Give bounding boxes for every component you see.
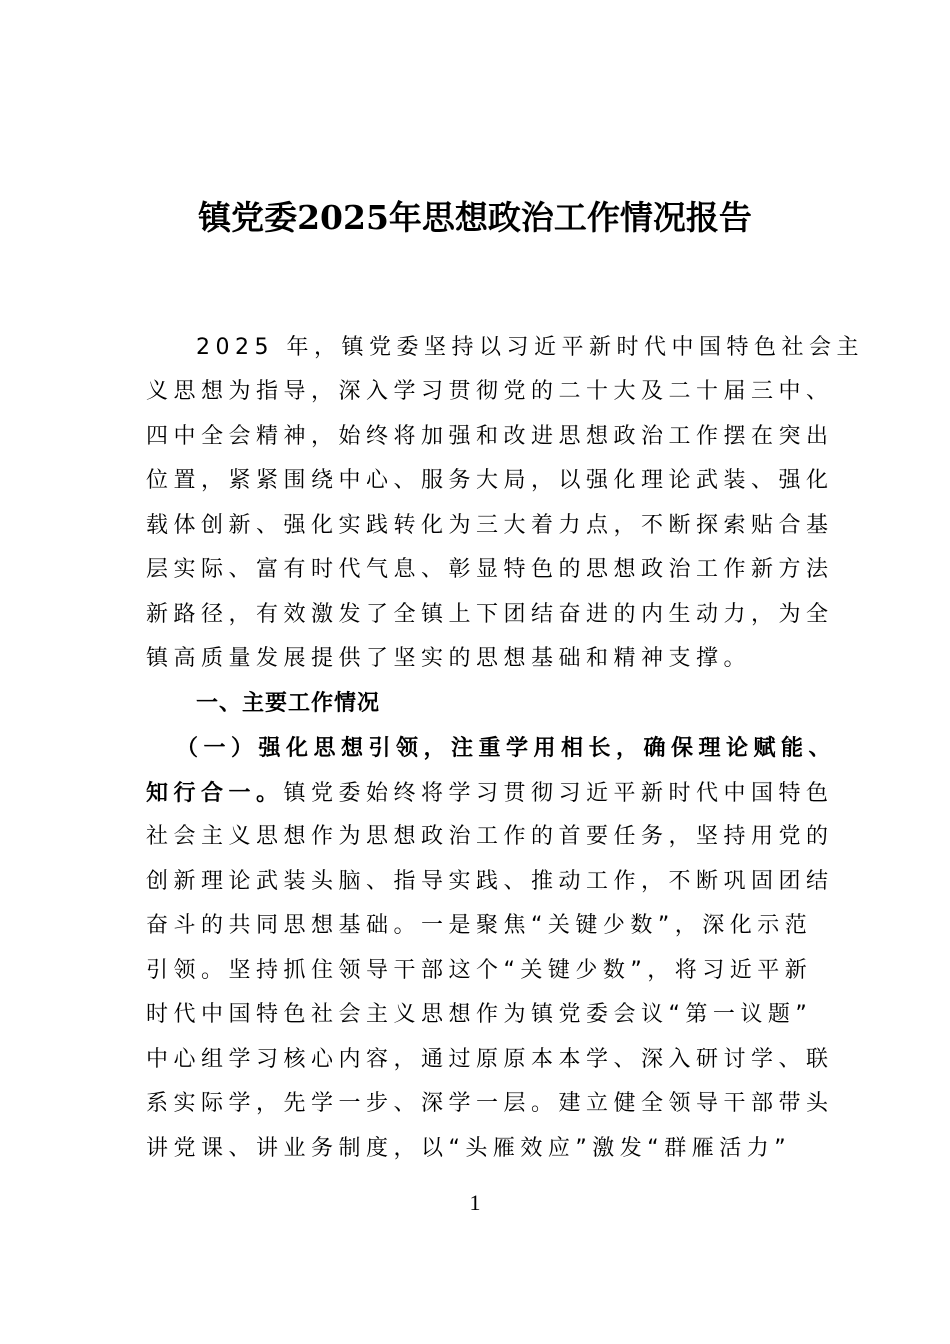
subsection-heading-line: （一）强化思想引领，注重学用相长，确保理论赋能、 [176,735,837,761]
section-heading-main-work: 一、主要工作情况 [196,691,381,716]
subsection-first-line-text: 镇党委始终将学习贯彻习近平新时代中国特色 [283,781,834,806]
subsection-line-3: 奋斗的共同思想基础。一是聚焦“关键少数”，深化示范 [146,913,813,938]
subsection-line-4: 引领。坚持抓住领导干部这个“关键少数”，将习近平新 [146,958,813,983]
intro-line-8: 镇高质量发展提供了坚实的思想基础和精神支撑。 [146,646,752,671]
subsection-line-7: 系实际学，先学一步、深学一层。建立健全领导干部带头 [146,1091,834,1116]
subsection-line-8: 讲党课、讲业务制度，以“头雁效应”激发“群雁活力” [146,1136,792,1161]
intro-line-6: 层实际、富有时代气息、彰显特色的思想政治工作新方法 [146,557,834,582]
subsection-heading-tail: 知行合一。 [146,780,284,806]
intro-line-4: 位置，紧紧围绕中心、服务大局，以强化理论武装、强化 [146,468,834,493]
document-title: 镇党委2025年思想政治工作情况报告 [198,198,752,237]
subsection-line-6: 中心组学习核心内容，通过原原本本学、深入研讨学、联 [146,1047,834,1072]
subsection-line-2: 创新理论武装头脑、指导实践、推动工作，不断巩固团结 [146,869,834,894]
intro-line-3: 四中全会精神，始终将加强和改进思想政治工作摆在突出 [146,424,834,449]
intro-line-5: 载体创新、强化实践转化为三大着力点，不断探索贴合基 [146,513,834,538]
subsection-first-line [146,771,834,815]
page-number: 1 [469,1190,481,1215]
intro-line-1: 2025 年，镇党委坚持以习近平新时代中国特色社会主 [196,335,864,360]
intro-line-7: 新路径，有效激发了全镇上下团结奋进的内生动力，为全 [146,602,834,627]
intro-line-2: 义思想为指导，深入学习贯彻党的二十大及二十届三中、 [146,379,834,404]
subsection-line-1: 社会主义思想作为思想政治工作的首要任务，坚持用党的 [146,824,834,849]
subsection-line-5: 时代中国特色社会主义思想作为镇党委会议“第一议题” [146,1002,813,1027]
